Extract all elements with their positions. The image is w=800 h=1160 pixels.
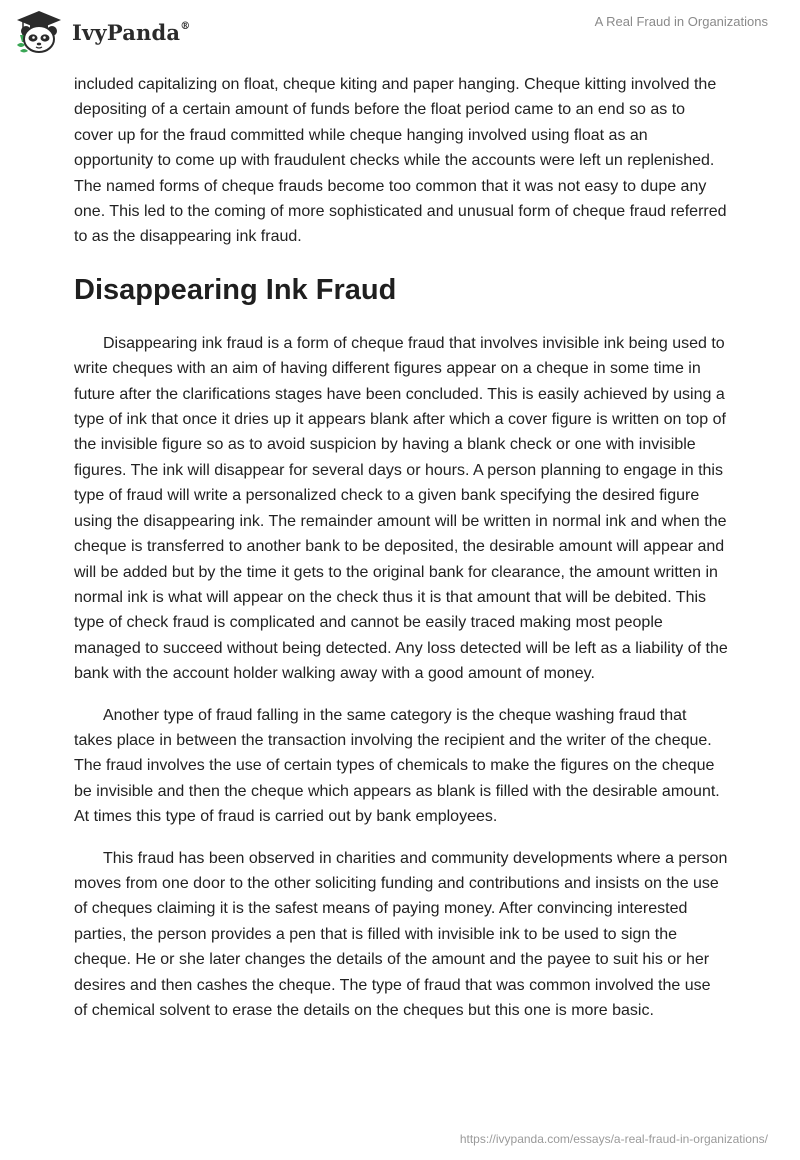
registered-mark: ® (180, 20, 191, 32)
document-title: A Real Fraud in Organizations (594, 14, 768, 29)
page-header (0, 0, 800, 70)
paragraph: Disappearing ink fraud is a form of cheque fraud that involves invisible ink being used to write cheques with an aim of having different figures appear on a cheque in some time in future after the clarifications stages have been concluded. This is easily achieved by using a type of ink that once it dries up it appears blank after which a cover figure is written on top of the invisible figure so as to avoid suspicion by having a blank check or one with invisible figures. The ink will disappear for several days or hours. A person planning to engage in this type of fraud will write a personalized check to a given bank specifying the desired figure using the disappearing ink. The remainder amount will be written in normal ink and when the cheque is transferred to another bank to be deposited, the desirable amount will appear and will be added but by the time it gets to the original bank for clearance, the amount written in normal ink is what will appear on the check thus it is that amount that will be debited. This type of check fraud is complicated and cannot be easily traced making most people managed to succeed without being detected. Any loss detected will be left as a liability of the bank with the account holder walking away with a good amount of money. (74, 334, 728, 683)
section-heading: Disappearing Ink Fraud (74, 273, 397, 306)
source-url[interactable]: https://ivypanda.com/essays/a-real-fraud-in-organizations/ (459, 1132, 768, 1146)
ivypanda-logo[interactable] (14, 8, 190, 56)
article-body (74, 72, 728, 1039)
brand-name: IvyPanda® (72, 19, 191, 45)
paragraph: This fraud has been observed in charities and community developments where a person moves from one door to the other soliciting funding and contributions and insists on the use of cheques claiming it is the safest means of paying money. After convincing interested parties, the person provides a pen that is filled with invisible ink to be used to sign the cheque. He or she later changes the details of the amount and the payee to suit his or her desires and then cashes the cheque. The type of fraud that was common involved the use of chemical solvent to erase the details on the cheques but this one is more basic. (74, 849, 728, 1019)
panda-mascot-icon (14, 9, 64, 55)
paragraph: Another type of fraud falling in the same category is the cheque washing fraud that takes place in between the transaction involving the recipient and the writer of the cheque. The fraud involves the use of certain types of chemicals to make the figures on the cheque be invisible and then the cheque which appears as blank is filled with the desirable amount. At times this type of fraud is carried out by bank employees. (74, 706, 720, 826)
intro-paragraph: included capitalizing on float, cheque kiting and paper hanging. Cheque kitting involved the depositing of a certain amount of funds before the float period came to an end so as to cover up for the fraud committed while cheque hanging involved using float as an opportunity to come up with fraudulent checks while the accounts were left un replenished. The named forms of cheque frauds become too common that it was not easy to dupe any one. This led to the coming of more sophisticated and unusual form of cheque fraud referred to as the disappearing ink fraud. (74, 76, 727, 246)
